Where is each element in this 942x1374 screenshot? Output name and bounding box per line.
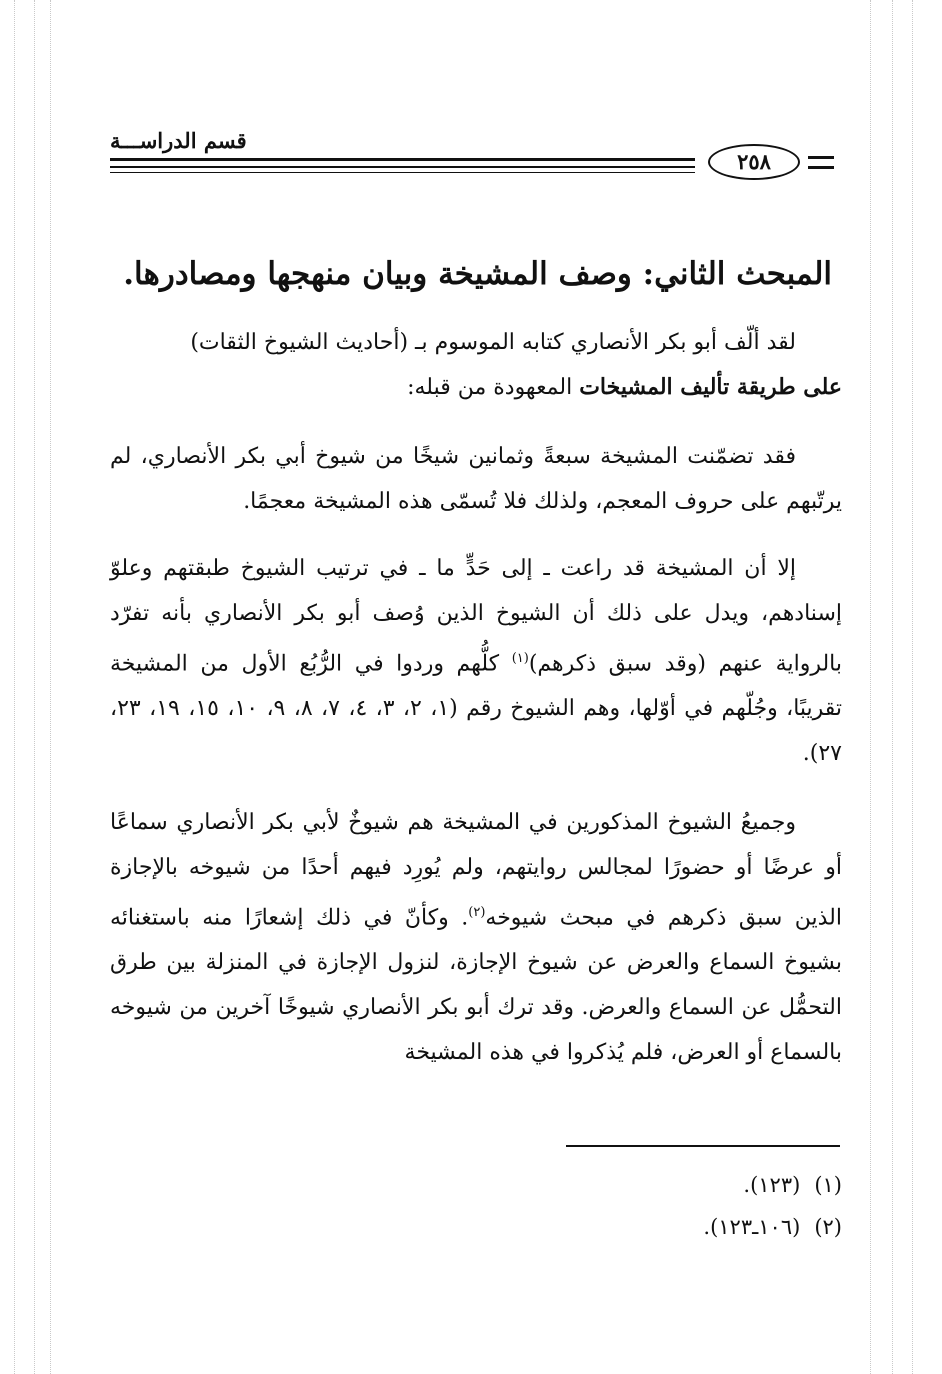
- page-header: [110, 128, 834, 188]
- paragraph-4-text: [110, 800, 842, 1075]
- footnote-ref: (١): [511, 651, 529, 666]
- paragraph-2: [110, 434, 842, 524]
- text: إلا أن المشيخة قد راعت ـ إلى حَدٍّ ما ـ في ترتيب الشيوخ طبقتهم وعلوّ إسنادهم، ويدل على ذلك أن الشيوخ الذين وُصف أبو بكر الأنصاري بأنه تفرّد بالرواية عنهم (وقد سبق ذكرهم): [110, 556, 842, 677]
- header-rule: [110, 158, 695, 161]
- footnotes: [560, 1164, 842, 1248]
- header-rule: [110, 166, 695, 168]
- page-number: ٢٥٨: [708, 144, 800, 180]
- scan-dotted-line: [912, 0, 913, 1374]
- paragraph-1: [110, 320, 842, 410]
- footnote-separator: [566, 1145, 840, 1147]
- running-title: قسم الدراســـة: [110, 128, 247, 153]
- header-rule: [808, 156, 834, 159]
- text: المعهودة من قبله:: [407, 375, 580, 400]
- paragraph-4: [110, 800, 842, 1075]
- paragraph-3-text: [110, 546, 842, 776]
- bold-text: تأليف المشيخات: [579, 374, 730, 400]
- header-rule: [808, 166, 834, 169]
- footnote: [560, 1206, 842, 1248]
- paragraph-1-line-1: لقد ألّف أبو بكر الأنصاري كتابه الموسوم بـ (أحاديث الشيوخ الثقات): [190, 330, 796, 355]
- footnote-text: (١٢٣).: [743, 1173, 801, 1197]
- text: . وكأنّ في ذلك إشعارًا منه باستغنائه بشيوخ السماع والعرض عن شيوخ الإجازة، لنزول الإجازة في المنزلة بين طرق التحمُّل عن السماع والعرض. وقد ترك أبو بكر الأنصاري شيوخًا آخرين من شيوخه بالسماع أو العرض، فلم يُذكروا في هذه المشيخة: [110, 905, 842, 1066]
- scan-dotted-line: [14, 0, 15, 1374]
- footnote: [560, 1164, 842, 1206]
- text: وجميعُ الشيوخ المذكورين في المشيخة هم شيوخٌ لأبي بكر الأنصاري سماعًا أو عرضًا أو حضورًا لمجالس روايتهم، ولم يُورِد فيهم أحدًا من شيوخه بالإجازة الذين سبق ذكرهم في مبحث شيوخه: [110, 810, 842, 931]
- section-title: المبحث الثاني: وصف المشيخة وبيان منهجها ومصادرها.: [123, 256, 832, 292]
- bold-text: على طريقة: [729, 374, 842, 400]
- paragraph-2-text: فقد تضمّنت المشيخة سبعةً وثمانين شيخًا من شيوخ أبي بكر الأنصاري، لم يرتّبهم على حروف المعجم، ولذلك فلا تُسمّى هذه المشيخة معجمًا.: [110, 444, 842, 514]
- scan-dotted-line: [50, 0, 51, 1374]
- header-rule: [110, 172, 695, 173]
- paragraph-1-line-2: [110, 365, 842, 410]
- footnote-number: (١): [814, 1173, 842, 1197]
- scan-dotted-line: [892, 0, 893, 1374]
- footnote-ref: (٢): [468, 905, 486, 920]
- text: كلُّهم وردوا في الرُّبُع الأول من المشيخة تقريبًا، وجُلّهم في أوّلها، وهم الشيوخ رقم (١، ٢، ٣، ٤، ٧، ٨، ٩، ١٠، ١٥، ١٩، ٢٣، ٢٧).: [110, 651, 843, 767]
- paragraph-3: [110, 546, 842, 776]
- scan-dotted-line: [870, 0, 871, 1374]
- footnote-number: (٢): [814, 1215, 842, 1239]
- scan-dotted-line: [34, 0, 35, 1374]
- footnote-text: (١٠٦ـ١٢٣).: [703, 1215, 801, 1239]
